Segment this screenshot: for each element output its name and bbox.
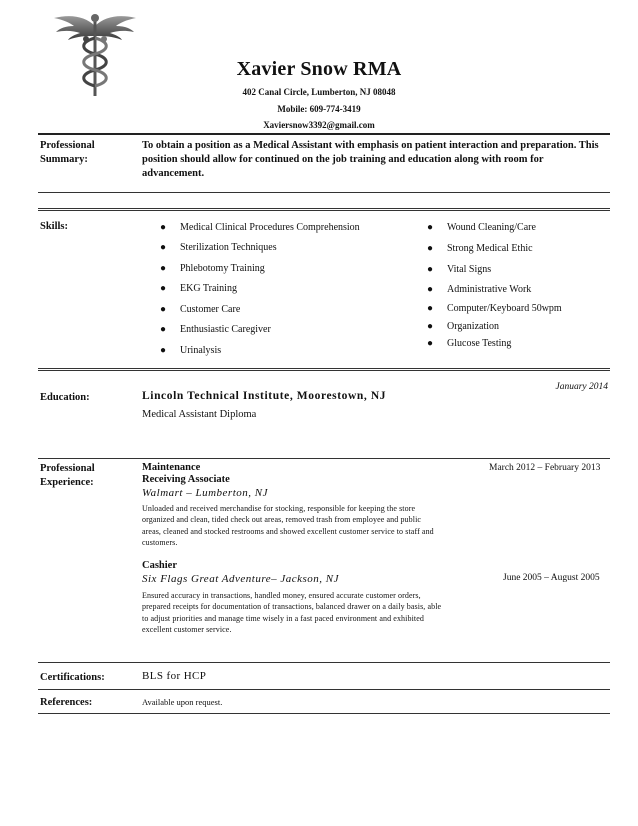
school-name: Lincoln Technical Institute, Moorestown, NJ bbox=[142, 390, 387, 402]
bullet-icon: ● bbox=[427, 284, 434, 295]
certification-value: BLS for HCP bbox=[142, 670, 207, 682]
section-divider bbox=[38, 458, 610, 459]
candidate-name: Xavier Snow RMA bbox=[236, 58, 402, 80]
skill-item: ● Medical Clinical Procedures Comprehension bbox=[160, 221, 360, 233]
bullet-icon: ● bbox=[160, 242, 167, 254]
skill-item: ● Sterilization Techniques bbox=[160, 242, 277, 254]
degree: Medical Assistant Diploma bbox=[142, 409, 257, 420]
skill-item: ● Administrative Work bbox=[427, 284, 532, 295]
job-date: June 2005 – August 2005 bbox=[503, 573, 600, 583]
section-divider bbox=[38, 368, 610, 371]
bullet-icon: ● bbox=[427, 243, 434, 254]
mobile-phone: Mobile: 609-774-3419 bbox=[277, 104, 361, 114]
skill-item: ● Glucose Testing bbox=[427, 338, 512, 349]
references-label: References: bbox=[40, 697, 93, 708]
email-address: Xaviersnow3392@gmail.com bbox=[263, 120, 375, 130]
skill-item: ● Wound Cleaning/Care bbox=[427, 222, 536, 233]
skill-item: ● Strong Medical Ethic bbox=[427, 243, 533, 254]
bullet-icon: ● bbox=[160, 324, 167, 336]
skills-list-left bbox=[160, 217, 410, 361]
bullet-icon: ● bbox=[160, 303, 167, 315]
job-title: Cashier bbox=[142, 560, 177, 571]
section-divider bbox=[38, 133, 610, 135]
summary-text: To obtain a position as a Medical Assistant with emphasis on patient interaction and preparation. This position should allow for continued on the job training and education along with room for advancement. bbox=[142, 140, 599, 179]
education-label: Education: bbox=[40, 392, 90, 403]
job-date: March 2012 – February 2013 bbox=[489, 463, 601, 473]
job-company: Walmart – Lumberton, NJ bbox=[142, 487, 268, 499]
skill-item: ● Urinalysis bbox=[160, 344, 222, 356]
section-divider bbox=[38, 662, 610, 663]
bullet-icon: ● bbox=[427, 338, 434, 349]
address: 402 Canal Circle, Lumberton, NJ 08048 bbox=[242, 87, 396, 97]
skill-item: ● Customer Care bbox=[160, 303, 241, 315]
experience-label: Professional Experience: bbox=[40, 463, 95, 488]
skills-list-right bbox=[427, 217, 607, 352]
skill-item: ● Phlebotomy Training bbox=[160, 262, 265, 274]
bullet-icon: ● bbox=[160, 221, 167, 233]
skill-item: ● Vital Signs bbox=[427, 264, 492, 275]
bullet-icon: ● bbox=[160, 283, 167, 295]
skill-item: ● Enthusiastic Caregiver bbox=[160, 324, 271, 336]
job-title: Maintenance Receiving Associate bbox=[142, 462, 230, 485]
bullet-icon: ● bbox=[160, 344, 167, 356]
job-description: Unloaded and received merchandise for stocking, responsible for keeping the store organized and clean, tided check out areas, removed trash from employee and public areas, cleaned and stocked restrooms and showed excellent customer service to staff and customers. bbox=[142, 504, 434, 547]
education-date: January 2014 bbox=[555, 382, 608, 392]
section-divider bbox=[38, 689, 610, 690]
bullet-icon: ● bbox=[160, 262, 167, 274]
bullet-icon: ● bbox=[427, 264, 434, 275]
skills-label: Skills: bbox=[40, 221, 69, 232]
skill-item: ● Organization bbox=[427, 320, 500, 332]
bullet-icon: ● bbox=[427, 320, 434, 332]
bullet-icon: ● bbox=[427, 222, 434, 233]
bullet-icon: ● bbox=[427, 302, 434, 314]
caduceus-logo bbox=[50, 6, 140, 98]
section-divider bbox=[38, 713, 610, 714]
job-company: Six Flags Great Adventure– Jackson, NJ bbox=[142, 573, 339, 585]
summary-label: Professional Summary: bbox=[40, 140, 95, 165]
skill-item: ● EKG Training bbox=[160, 283, 237, 295]
certifications-label: Certifications: bbox=[40, 672, 105, 683]
job-description: Ensured accuracy in transactions, handled money, ensured accurate customer orders, prepared receipts for documentation of transactions, balanced drawer on a daily basis, able to adjust priorities and manage time wisely in a fast paced environment and exhibited excellent customer service. bbox=[142, 591, 442, 634]
section-divider bbox=[38, 208, 610, 211]
section-divider bbox=[38, 192, 610, 193]
skill-item: ● Computer/Keyboard 50wpm bbox=[427, 302, 562, 314]
references-value: Available upon request. bbox=[142, 697, 223, 707]
